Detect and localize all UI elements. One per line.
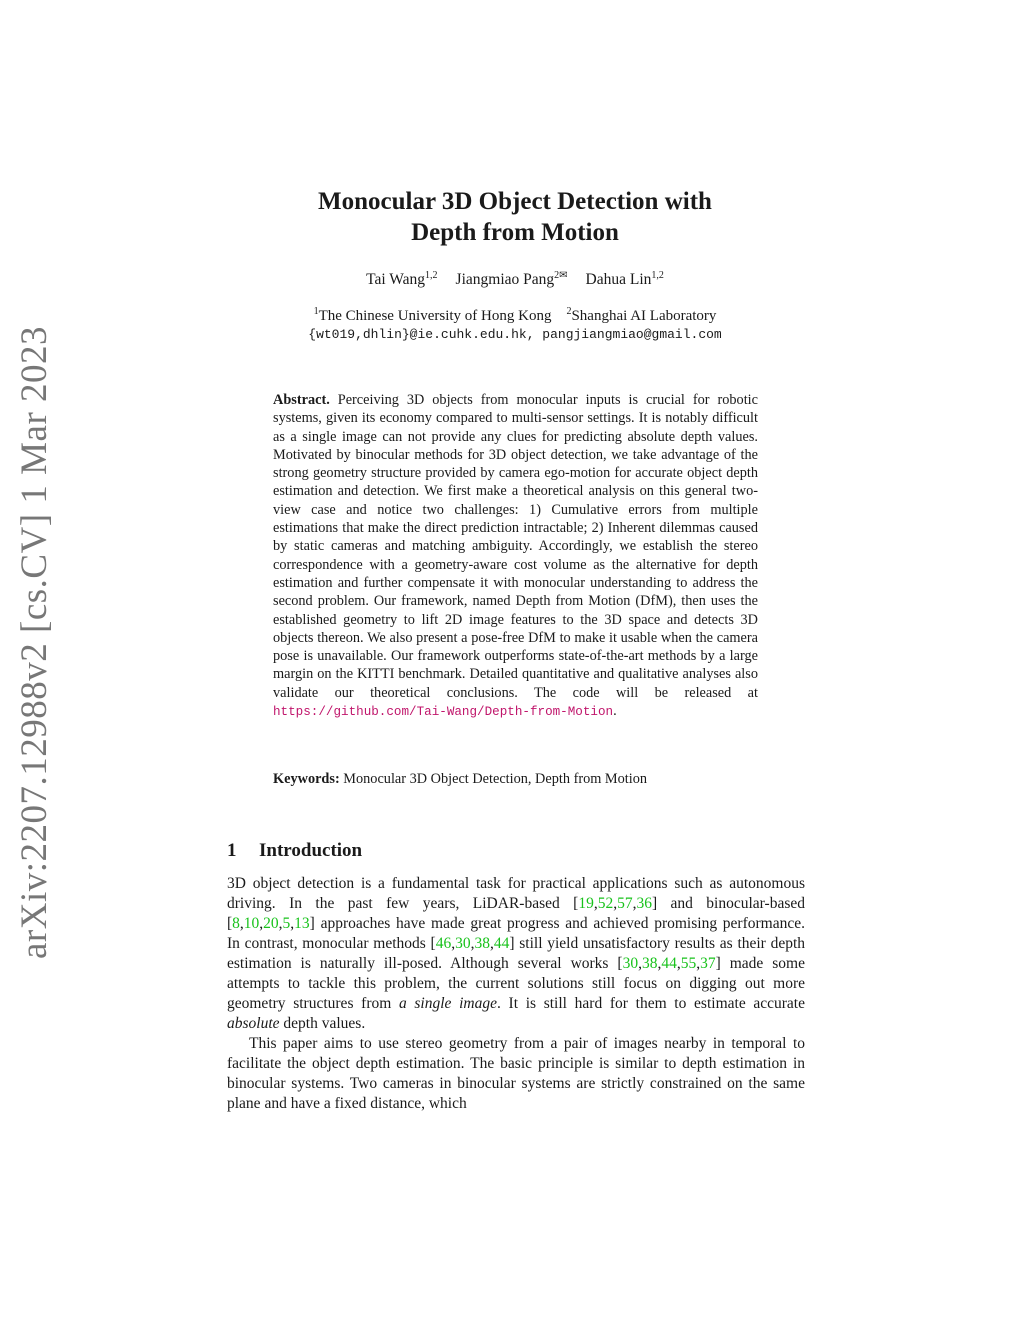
text-run: ,: [593, 895, 598, 912]
abstract-label: Abstract.: [273, 392, 330, 408]
code-link[interactable]: https://github.com/Tai-Wang/Depth-from-Motion: [273, 705, 614, 720]
citation-link[interactable]: 19: [578, 895, 594, 912]
citation-link[interactable]: 8: [232, 915, 240, 932]
text-run: ,: [259, 915, 264, 932]
text-run: ,: [278, 915, 283, 932]
affil-sup: 1: [313, 306, 319, 317]
author-affil-sup: 1,2: [651, 269, 664, 281]
text-run: depth values.: [279, 1015, 366, 1032]
text-run: ] still yield unsatisfactory results as their depth estimation is naturally ill-posed. Although several works [: [227, 935, 806, 972]
text-run: ,: [451, 935, 456, 952]
author-emails: {wt019,dhlin}@ie.cuhk.edu.hk, pangjiangmiao@gmail.com: [308, 327, 722, 342]
text-run: ,: [470, 935, 475, 952]
citation-link[interactable]: 38: [474, 935, 490, 952]
citation-link[interactable]: 44: [493, 935, 510, 952]
text-run: ,: [632, 895, 637, 912]
emphasis: absolute: [227, 1015, 280, 1032]
citation-link[interactable]: 44: [661, 955, 677, 972]
arxiv-identifier: arXiv:2207.12988v2 [cs.CV] 1 Mar 2023: [14, 325, 56, 960]
text-run: ,: [489, 935, 494, 952]
intro-paragraph-1: [227, 874, 805, 1034]
citation-link[interactable]: 5: [282, 915, 291, 932]
citation-link[interactable]: 13: [294, 915, 310, 932]
author-list: [200, 271, 830, 289]
text-run: ,: [290, 915, 295, 932]
author-name: Jiangmiao Pang: [455, 271, 555, 288]
text-run: ,: [696, 955, 701, 972]
paper-title: [200, 186, 830, 248]
keywords-text: Monocular 3D Object Detection, Depth from Motion: [343, 771, 648, 787]
affiliation-cuhk: The Chinese University of Hong Kong: [318, 308, 552, 324]
author-name: Tai Wang: [366, 271, 426, 288]
text-run: ,: [657, 955, 662, 972]
text-run: ,: [676, 955, 681, 972]
emphasis: a single image: [398, 995, 497, 1012]
text-run: . It is still hard for them to estimate accurate: [497, 995, 805, 1012]
abstract: [273, 391, 758, 721]
text-run: 3D object detection is a fundamental task for practical applications such as autonomous driving. In the past few years, LiDAR-based [: [227, 875, 805, 912]
text-run: ,: [613, 895, 618, 912]
citation-link[interactable]: 36: [636, 895, 652, 912]
affiliations: [200, 308, 830, 325]
arxiv-sidebar-stamp: [10, 325, 60, 960]
citation-link[interactable]: 55: [680, 955, 697, 972]
text-run: ] approaches have made great progress and achieved promising performance. In contrast, monocular methods [: [227, 915, 805, 952]
affil-sup: 2: [566, 306, 572, 317]
citation-link[interactable]: 37: [700, 955, 716, 972]
citation-link[interactable]: 20: [263, 915, 279, 932]
text-run: ] made some attempts to tackle this problem, the current solutions still focus on digging out more geometry structures from: [227, 955, 805, 1012]
author-name: Dahua Lin: [585, 271, 652, 288]
section-number: 1: [227, 840, 237, 861]
text-run: ,: [239, 915, 244, 932]
introduction-body: [227, 874, 805, 1114]
title-line-2: Depth from Motion: [411, 219, 619, 246]
abstract-end: .: [613, 703, 617, 720]
text-run: ,: [638, 955, 642, 972]
author-affil-sup: 2✉: [554, 269, 568, 281]
text-run: ] and binocular-based [: [227, 895, 805, 932]
section-title: Introduction: [259, 840, 363, 861]
citation-link[interactable]: 10: [243, 915, 260, 932]
citation-link[interactable]: 52: [597, 895, 614, 912]
citation-link[interactable]: 38: [641, 955, 658, 972]
intro-paragraph-2: This paper aims to use stereo geometry from a pair of images nearby in temporal to facilitate the object depth estimation. The basic principle is similar to depth estimation in binocular systems. Two cameras in binocular systems are strictly constrained on the same plane and have a fixed distance, which: [227, 1035, 805, 1112]
citation-link[interactable]: 57: [617, 895, 633, 912]
author-affil-sup: 1,2: [425, 269, 438, 281]
citation-link[interactable]: 30: [455, 935, 471, 952]
citation-link[interactable]: 46: [435, 935, 452, 952]
title-line-1: Monocular 3D Object Detection with: [318, 188, 712, 215]
citation-link[interactable]: 30: [622, 955, 639, 972]
section-heading-introduction: [227, 840, 362, 862]
abstract-text: Perceiving 3D objects from monocular inputs is crucial for robotic systems, given its economy compared to multi-sensor settings. It is notably difficult as a single image can not provide any clues for predicting absolute depth values. Motivated by binocular methods for 3D object detection, we take advantage of the strong geometry structure provided by camera ego-motion for accurate object depth estimation and detection. We first make a theoretical analysis on this general two-view case and notice two challenges: 1) Cumulative errors from multiple estimations that make the direct prediction intractable; 2) Inherent dilemmas caused by static cameras and matching ambiguity. Accordingly, we establish the stereo correspondence with a geometry-aware cost volume as the alternative for depth estimation and further compensate it with monocular understanding to address the second problem. Our framework, named Depth from Motion (DfM), then uses the established geometry to lift 2D image features to the 3D space and detects 3D objects thereon. We also present a pose-free DfM to make it usable when the camera pose is unavailable. Our framework outperforms state-of-the-art methods by a large margin on the KITTI benchmark. Detailed quantitative and qualitative analyses also validate our theoretical conclusions. The code will be released at: [273, 392, 758, 701]
affiliation-shanghai-ai-lab: Shanghai AI Laboratory: [571, 308, 717, 324]
keywords: [273, 771, 758, 788]
keywords-label: Keywords:: [273, 771, 340, 787]
